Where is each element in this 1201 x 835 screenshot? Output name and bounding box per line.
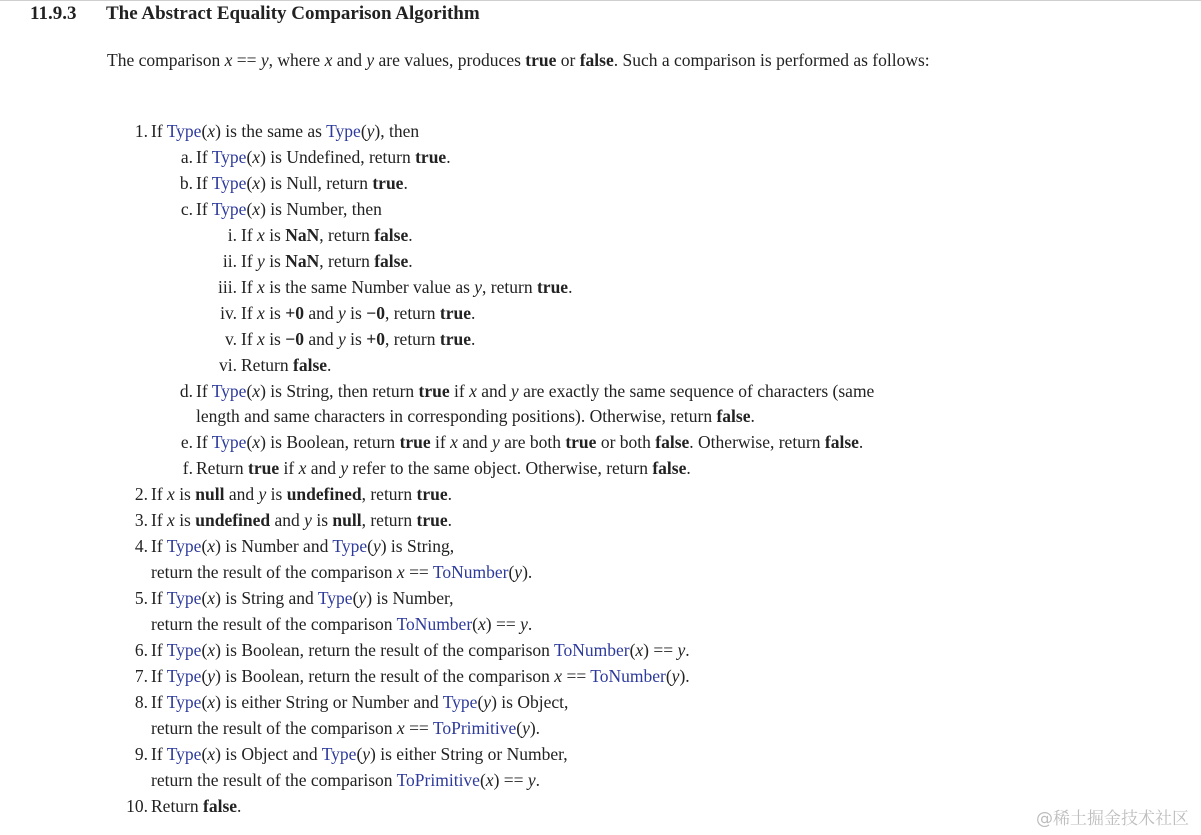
text: , return [361, 484, 417, 505]
variable: y [207, 665, 216, 686]
text: . [568, 276, 573, 297]
step-text [196, 196, 382, 222]
step-text [196, 429, 863, 455]
step-marker: vi. [219, 354, 237, 375]
text: ( [201, 743, 208, 764]
variable: x [252, 146, 261, 167]
top-rule [0, 0, 1201, 1]
keyword: false [203, 795, 238, 816]
keyword: +0 [366, 328, 385, 349]
text: If [151, 743, 167, 764]
step-marker: 8. [134, 691, 148, 712]
text: if [449, 380, 470, 401]
text: . [527, 614, 533, 635]
text: ( [246, 146, 253, 167]
step-marker: 3. [134, 510, 148, 531]
text: is [264, 328, 286, 349]
intro-paragraph [107, 47, 1017, 73]
keyword: false [652, 458, 687, 479]
text: length and same characters in corresponding positions). Otherwise, return [196, 406, 717, 427]
text: . [686, 458, 691, 479]
variable: x [257, 224, 265, 245]
step-text [241, 300, 475, 326]
text: ( [201, 536, 208, 557]
variable: x [207, 588, 216, 609]
abstract-op-link[interactable]: ToPrimitive [432, 717, 517, 738]
variable: y [510, 380, 519, 401]
abstract-op-link[interactable]: Type [211, 380, 247, 401]
abstract-op-link[interactable]: Type [317, 588, 353, 609]
step-text [151, 767, 540, 793]
text: . [403, 172, 408, 193]
step-marker: e. [180, 432, 193, 453]
text: is [264, 224, 286, 245]
step-text [241, 326, 475, 352]
text: If [196, 198, 212, 219]
text: ) is Null, return [260, 172, 373, 193]
text: ) is String and [215, 588, 318, 609]
variable: y [362, 743, 371, 764]
abstract-op-link[interactable]: ToNumber [553, 640, 630, 660]
abstract-op-link[interactable]: Type [211, 172, 247, 193]
text: ( [246, 380, 253, 401]
variable: y [677, 640, 686, 660]
abstract-op-link[interactable]: Type [166, 536, 202, 557]
variable: x [257, 302, 265, 323]
variable: y [338, 328, 346, 349]
text: ( [201, 665, 208, 686]
text: ( [508, 562, 515, 583]
text: If [241, 224, 258, 245]
keyword: true [418, 380, 450, 401]
abstract-op-link[interactable]: Type [166, 121, 202, 141]
text: if [279, 458, 299, 479]
text: and [303, 302, 339, 323]
step-text [151, 793, 241, 819]
text: ) is Boolean, return the result of the comparison [215, 640, 554, 660]
text: and [303, 328, 339, 349]
step-text [151, 715, 540, 741]
text: . [535, 769, 541, 790]
text: . [408, 250, 413, 271]
abstract-op-link[interactable]: ToPrimitive [396, 769, 480, 790]
text: ( [352, 588, 359, 609]
text: . [237, 795, 242, 816]
abstract-op-link[interactable]: Type [211, 146, 247, 167]
variable: y [257, 250, 265, 271]
step-text [151, 118, 419, 144]
keyword: false [716, 406, 751, 427]
text: ) is either String or Number and [215, 691, 443, 712]
text: If [241, 250, 258, 271]
keyword: +0 [285, 302, 304, 323]
variable: y [491, 432, 500, 453]
text: . [471, 328, 476, 349]
text: If [196, 380, 212, 401]
text: or [556, 50, 580, 70]
keyword: true [416, 484, 448, 505]
variable: x [554, 665, 563, 686]
text: is [345, 328, 367, 349]
abstract-op-link[interactable]: Type [166, 691, 202, 712]
variable: x [396, 717, 405, 738]
text: ). [522, 562, 533, 583]
keyword: true [399, 432, 431, 453]
text: ). [529, 717, 541, 738]
text: return the result of the comparison [151, 769, 397, 790]
step-marker: 4. [134, 536, 148, 557]
step-text [196, 144, 451, 170]
variable: x [635, 640, 644, 660]
step-marker: f. [182, 458, 193, 479]
text: If [196, 146, 212, 167]
text: and [224, 484, 259, 505]
variable: x [324, 50, 333, 70]
text: , return [482, 276, 537, 297]
keyword: undefined [286, 484, 362, 505]
text: return the result of the comparison [151, 717, 397, 738]
variable: x [252, 380, 261, 401]
text: ) is Number, [366, 588, 454, 609]
step-marker: i. [227, 224, 237, 245]
step-text [151, 637, 690, 663]
text: ( [201, 121, 208, 141]
variable: y [671, 665, 680, 686]
keyword: false [824, 432, 859, 453]
text: . [447, 510, 452, 531]
variable: y [358, 588, 367, 609]
keyword: −0 [285, 328, 304, 349]
abstract-op-link[interactable]: Type [321, 743, 357, 764]
step-marker: v. [225, 328, 237, 349]
text: == [232, 50, 261, 70]
keyword: false [293, 354, 328, 375]
step-text [151, 663, 690, 689]
section-title: The Abstract Equality Comparison Algorithm [106, 3, 480, 24]
abstract-op-link[interactable]: ToNumber [590, 665, 666, 686]
variable: x [252, 198, 261, 219]
text: ) is Boolean, return the result of the comparison [215, 665, 555, 686]
variable: y [514, 562, 523, 583]
keyword: true [525, 50, 557, 70]
text: . [327, 354, 332, 375]
keyword: NaN [285, 224, 320, 245]
variable: y [338, 302, 346, 323]
text: and [332, 50, 367, 70]
text: are both [499, 432, 566, 453]
text: ( [629, 640, 636, 660]
text: If [241, 276, 258, 297]
text: == [562, 665, 591, 686]
text: ) is the same as [215, 121, 327, 141]
text: is [311, 510, 333, 531]
text: . [471, 302, 476, 323]
text: ) is Number, then [260, 198, 382, 219]
text: ) is Object, [491, 691, 569, 712]
keyword: undefined [195, 510, 271, 531]
text: == [404, 562, 433, 583]
text: . [685, 640, 690, 660]
variable: x [252, 432, 261, 453]
keyword: true [536, 276, 569, 297]
text: ) is Object and [215, 743, 322, 764]
text: , return [319, 250, 375, 271]
step-text [151, 689, 568, 715]
text: ), then [374, 121, 420, 141]
text: or both [596, 432, 656, 453]
text: is [264, 250, 286, 271]
variable: x [207, 640, 216, 660]
step-marker: a. [180, 146, 193, 167]
variable: y [366, 121, 375, 141]
variable: y [474, 276, 483, 297]
section-heading [30, 3, 480, 25]
variable: y [258, 484, 267, 505]
step-text [151, 507, 452, 533]
variable: x [478, 614, 486, 635]
text: If [241, 302, 258, 323]
text: . [446, 146, 451, 167]
text: If [151, 510, 168, 531]
text: ) is Number and [215, 536, 333, 557]
variable: y [340, 458, 349, 479]
variable: x [485, 769, 494, 790]
text: and [457, 432, 492, 453]
text: and [270, 510, 305, 531]
text: If [151, 588, 167, 609]
step-marker: 6. [134, 640, 148, 660]
keyword: true [439, 328, 471, 349]
text: ) == [643, 640, 678, 660]
variable: x [167, 510, 175, 531]
text: ) is Boolean, return [260, 432, 400, 453]
variable: x [396, 562, 405, 583]
text: ) == [485, 614, 521, 635]
text: If [151, 640, 167, 660]
variable: x [207, 121, 216, 141]
text: . [447, 484, 452, 505]
text: ) == [493, 769, 528, 790]
text: If [151, 121, 167, 141]
keyword: false [374, 250, 409, 271]
step-text [241, 352, 331, 378]
text: are values, produces [374, 50, 526, 70]
keyword: null [332, 510, 362, 531]
variable: x [257, 328, 265, 349]
step-marker: iv. [220, 302, 237, 323]
step-text [151, 611, 532, 637]
text: . Otherwise, return [689, 432, 825, 453]
text: . [408, 224, 413, 245]
step-text [196, 170, 408, 196]
keyword: true [415, 146, 447, 167]
variable: x [224, 50, 233, 70]
text: If [196, 432, 212, 453]
variable: y [522, 717, 530, 738]
step-marker: ii. [222, 250, 237, 271]
text: ( [367, 536, 373, 557]
keyword: true [439, 302, 471, 323]
abstract-op-link[interactable]: Type [211, 432, 247, 453]
variable: x [469, 380, 477, 401]
step-marker: iii. [218, 276, 237, 297]
variable: x [252, 172, 261, 193]
keyword: true [565, 432, 597, 453]
keyword: null [195, 484, 225, 505]
step-text [196, 455, 691, 481]
abstract-op-link[interactable]: ToNumber [432, 562, 509, 583]
text: are exactly the same sequence of characters (same [518, 380, 875, 401]
text: is the same Number value as [264, 276, 475, 297]
variable: x [298, 458, 307, 479]
abstract-op-link[interactable]: Type [166, 588, 202, 609]
step-text [241, 222, 413, 248]
variable: x [207, 743, 216, 764]
variable: y [260, 50, 269, 70]
step-marker: c. [180, 198, 193, 219]
text: return the result of the comparison [151, 614, 397, 635]
text: is [264, 302, 286, 323]
text: If [151, 691, 167, 712]
text: is [345, 302, 367, 323]
abstract-op-link[interactable]: Type [332, 536, 368, 557]
variable: x [450, 432, 458, 453]
text: ). [679, 665, 690, 686]
step-text [151, 533, 454, 559]
text: The comparison [107, 50, 225, 70]
text: refer to the same object. Otherwise, return [348, 458, 653, 479]
step-marker: 7. [134, 665, 148, 686]
abstract-op-link[interactable]: Type [211, 198, 247, 219]
variable: y [483, 691, 492, 712]
keyword: true [248, 458, 280, 479]
abstract-op-link[interactable]: Type [166, 640, 202, 660]
variable: x [207, 691, 216, 712]
text: ( [201, 640, 208, 660]
step-marker: 2. [134, 484, 148, 505]
text: ( [516, 717, 523, 738]
step-marker: 5. [134, 588, 148, 609]
text: and [476, 380, 511, 401]
abstract-op-link[interactable]: Type [326, 121, 361, 141]
variable: x [207, 536, 216, 557]
text: is [174, 484, 196, 505]
keyword: true [416, 510, 448, 531]
keyword: false [579, 50, 614, 70]
abstract-op-link[interactable]: ToNumber [396, 614, 473, 635]
text: If [151, 484, 168, 505]
text: , return [384, 302, 440, 323]
step-text [151, 585, 453, 611]
step-marker: 1. [134, 121, 148, 141]
text: Return [196, 458, 249, 479]
text: == [404, 717, 433, 738]
keyword: −0 [366, 302, 385, 323]
text: , return [319, 224, 375, 245]
watermark: @稀土掘金技术社区 [1036, 809, 1189, 829]
abstract-op-link[interactable]: Type [166, 743, 202, 764]
text: Return [241, 354, 294, 375]
variable: y [304, 510, 312, 531]
step-text [151, 481, 452, 507]
text: ( [479, 769, 486, 790]
text: ( [201, 588, 208, 609]
variable: y [520, 614, 528, 635]
step-marker: b. [179, 172, 193, 193]
text: . [858, 432, 864, 453]
keyword: false [655, 432, 690, 453]
step-text [241, 274, 572, 300]
text: is [174, 510, 196, 531]
step-marker: 10. [126, 795, 148, 816]
text: ( [246, 432, 253, 453]
section-number: 11.9.3 [30, 3, 77, 24]
step-marker: d. [179, 380, 193, 401]
variable: y [366, 50, 375, 70]
text: If [151, 665, 167, 686]
text: ( [246, 172, 253, 193]
variable: x [257, 276, 265, 297]
text: . [750, 406, 755, 427]
keyword: NaN [285, 250, 320, 271]
text: Return [151, 795, 204, 816]
abstract-op-link[interactable]: Type [166, 665, 202, 686]
text: If [151, 536, 167, 557]
step-text [196, 378, 874, 404]
text: ( [360, 121, 367, 141]
text: . Such a comparison is performed as follows: [613, 50, 930, 70]
keyword: true [372, 172, 404, 193]
variable: x [167, 484, 175, 505]
variable: y [527, 769, 536, 790]
step-text [196, 403, 755, 429]
text: ( [472, 614, 478, 635]
text: ( [246, 198, 253, 219]
keyword: false [374, 224, 409, 245]
text: ) is String, then return [260, 380, 419, 401]
variable: y [372, 536, 381, 557]
text: ( [356, 743, 363, 764]
text: , return [384, 328, 440, 349]
step-text [151, 741, 568, 767]
step-text [241, 248, 413, 274]
text: ) is String, [380, 536, 455, 557]
text: If [196, 172, 212, 193]
text: and [306, 458, 341, 479]
step-marker: 9. [134, 743, 148, 764]
text: , return [361, 510, 417, 531]
text: If [241, 328, 258, 349]
text: ( [477, 691, 484, 712]
text: is [266, 484, 287, 505]
text: if [430, 432, 451, 453]
text: return the result of the comparison [151, 562, 397, 583]
abstract-op-link[interactable]: Type [442, 691, 478, 712]
text: ) is either String or Number, [370, 743, 568, 764]
step-text [151, 559, 532, 585]
text: ) is Undefined, return [260, 146, 416, 167]
text: , where [268, 50, 325, 70]
text: ( [201, 691, 208, 712]
text: ( [665, 665, 672, 686]
